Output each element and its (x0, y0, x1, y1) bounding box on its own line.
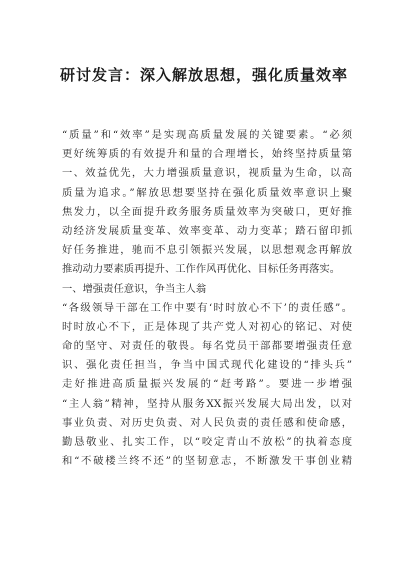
text-line: 识、强化责任担当，争当中国式现代化建设的“排头兵” (62, 359, 352, 372)
text-line: “各级领导干部在工作中要有‘时时放心不下’的责任感”。 (62, 301, 352, 314)
text-line: “主人翁”精神，坚持从服务XX振兴发展大局出发，以对 (62, 397, 352, 410)
text-line: 动经济发展质量变革、效率变革、动力变革；踏石留印抓 (62, 224, 352, 237)
text-line: 和“不破楼兰终不还”的坚韧意志，不断激发干事创业精 (62, 455, 352, 468)
document-title: 研讨发言：深入解放思想，强化质量效率 (59, 66, 348, 84)
paragraph-2 (62, 299, 352, 472)
text-line: 走好推进高质量振兴发展的“赶考路”。要进一步增强 (62, 378, 352, 391)
text-line: 命的坚守、对责任的敬畏。每名党员干部都要增强责任意 (62, 340, 352, 353)
text-line: 一、效益优先，大力增强质量意识，视质量为生命，以高 (62, 167, 352, 180)
text-line: 焦发力，以全面提升政务服务质量效率为突破口，更好推 (62, 205, 352, 218)
text-line: 推动动力要素质再提升、工作作风再优化、目标任务再落实。 (62, 263, 341, 276)
text-line: 好任务推进，驰而不息引领振兴发展，以思想观念再解放 (62, 244, 352, 257)
text-line: “质量”和“效率”是实现高质量发展的关键要素。“必须 (62, 129, 352, 141)
text-line: 时时放心不下，正是体现了共产党人对初心的铭记、对使 (62, 320, 352, 333)
text-line: 质量为追求。”解放思想要坚持在强化质量效率意识上聚 (62, 186, 352, 199)
text-line: 勤恳敬业、扎实工作，以“咬定青山不放松”的执着态度 (62, 436, 352, 448)
document-body (62, 126, 352, 471)
section-heading-1: 一、增强责任意识，争当主人翁 (62, 282, 207, 295)
text-line: 事业负责、对历史负责、对人民负责的责任感和使命感， (62, 416, 352, 429)
paragraph-1 (62, 126, 352, 280)
text-line: 更好统筹质的有效提升和量的合理增长，始终坚持质量第 (62, 148, 352, 161)
